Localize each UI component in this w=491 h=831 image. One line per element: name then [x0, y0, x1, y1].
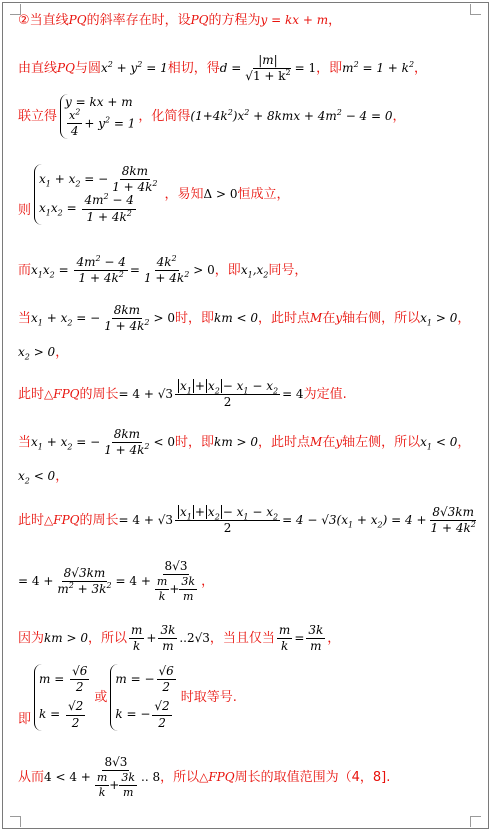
text: 即	[18, 711, 32, 727]
text: 当	[18, 435, 32, 451]
line-5: 而$x_1x_2$ = $\frac{4m^2 - 4}{1 + 4k^2}$ = $\frac{4k^2}{1 + 4k^2}$ > 0，即$x_1,x_2$同号，	[18, 254, 308, 286]
text: 时取等号.	[180, 689, 237, 705]
text: 因为	[18, 631, 45, 647]
math-d: d =	[219, 61, 242, 76]
line-2: 由直线PQ与圆$x^2 + y^2 = 1$相切，得d = $\frac{|m|}{√1 + k^2}$ = 1，即$m^2 = 1 + k^2$，	[18, 53, 428, 84]
line-13: 因为km > 0，所以 $\frac{m}{k}$ + $\frac{3k}{m}$ ..2√3，当且仅当 $\frac{m}{k}$ = $\frac{3k}{m}$ ，	[18, 623, 341, 654]
corner-mark	[10, 816, 21, 827]
text: ，所以	[160, 770, 200, 786]
fraction: $\frac{|m|}{√1 + k^2}$	[245, 53, 291, 84]
text: ，所以	[87, 631, 127, 647]
text: 时，即	[175, 435, 215, 451]
text: 由直线	[18, 61, 58, 77]
line-9: 当$x_1 + x_2$ = − $\frac{8km}{1 + 4k^2}$ < 0时，即km > 0，此时点M在y轴左侧，所以$x_1 < 0$，	[18, 427, 471, 458]
line-4: 则 $x_1 + x_2$ = − $\frac{8km}{1 + 4k^2}$ $x_1x_2$ = $\frac{4m^2 - 4}{1 + 4k^2}$ ，易知Δ > 0恒成立，	[18, 164, 290, 224]
text: ②当直线	[18, 13, 69, 28]
line-10: $x_2 < 0$，	[18, 469, 69, 486]
text: 轴右侧，所以	[342, 311, 421, 327]
text: 从而	[18, 770, 45, 786]
line-8: 此时△FPQ的周长= 4 + √3 $\frac{x_1 + x_2 - x_1 - x_2}{2}$ = 4为定值.	[18, 379, 347, 410]
text: 的方程为	[208, 13, 261, 28]
text: 轴左侧，所以	[342, 435, 421, 451]
text: 联立得	[18, 109, 58, 125]
text: 与圆	[74, 61, 101, 77]
text: 的周长	[79, 513, 119, 529]
text: ，此时点	[258, 311, 311, 327]
text: 在	[322, 311, 336, 327]
case-1: m = $\frac{√6}{2}$ k = $\frac{√2}{2}$	[34, 664, 91, 731]
text: 的斜率存在时，设	[86, 13, 191, 28]
math: PQ	[57, 61, 75, 76]
text: 为定值.	[303, 387, 347, 403]
math: PQ	[68, 13, 87, 27]
line-3: 联立得 y = kx + m $\frac{x^2}{4}$ + $y^2 = 1$ ，化简得$(1+4k^2)x^2 + 8kmx + 4m^2 - 4 = 0$，	[18, 95, 406, 139]
math: y = kx + m	[260, 13, 329, 27]
text: 或	[94, 689, 108, 705]
text: 当	[18, 311, 32, 327]
line-12: = 4 + $\frac{8√3km}{m^2 + 3k^2}$ = 4 + 8√3 $\frac{m}{k}$ + $\frac{3k}{m}$ ，	[18, 559, 215, 604]
math-quadratic: $(1+4k^2)x^2 + 8kmx + 4m^2 - 4 = 0$	[190, 108, 393, 124]
line-7: $x_2 > 0$，	[18, 345, 69, 362]
text: ，即	[316, 61, 343, 77]
text: ，当且仅当	[209, 631, 275, 647]
text: 时，即	[175, 311, 215, 327]
text: 的周长	[79, 387, 119, 403]
text: 恒成立，	[237, 186, 290, 202]
text: ，易知	[164, 186, 204, 202]
line-14	[18, 664, 237, 731]
math-circle: $x^2 + y^2 = 1$	[100, 60, 168, 76]
math-m2: $m^2 = 1 + k^2$	[342, 60, 415, 76]
line-6: 当$x_1 + x_2$ = − $\frac{8km}{1 + 4k^2}$ > 0时，即km < 0，此时点M在y轴右侧，所以$x_1 > 0$，	[18, 303, 471, 334]
corner-mark	[470, 816, 481, 827]
text: 在	[322, 435, 336, 451]
line-15: 从而4 < 4 + 8√3 $\frac{m}{k}$ + $\frac{3k}{m}$ .. 8，所以△FPQ周长的取值范围为（4，8].	[18, 755, 391, 800]
corner-mark	[470, 4, 481, 15]
text: 则	[18, 202, 32, 218]
text: ，即	[214, 263, 241, 279]
text: ，此时点	[258, 435, 311, 451]
line-11: 此时△FPQ的周长= 4 + √3 $\frac{x_1 + x_2 - x_1 - x_2}{2}$ = $4 - √3(x_1 + x_2) = 4$ + $\frac{8√3km}{1 + 4k^2}$	[18, 505, 476, 536]
text: 同号，	[268, 263, 308, 279]
text: 此时	[18, 513, 45, 529]
equation-system: y = kx + m $\frac{x^2}{4}$ + $y^2 = 1$	[60, 94, 135, 139]
case-2: m = − $\frac{√6}{2}$ k = − $\frac{√2}{2}$	[110, 664, 177, 731]
math: PQ	[190, 13, 209, 27]
text: 相切，得	[167, 61, 220, 77]
text: 此时	[18, 387, 45, 403]
line-1: ②当直线PQ的斜率存在时，设PQ的方程为y = kx + m，	[18, 13, 342, 28]
text: 而	[18, 263, 32, 279]
text: ，化简得	[138, 109, 191, 125]
text: 周长的取值范围为（4，8].	[234, 770, 391, 786]
vieta-system: $x_1 + x_2$ = − $\frac{8km}{1 + 4k^2}$ $x_1x_2$ = $\frac{4m^2 - 4}{1 + 4k^2}$	[34, 164, 162, 225]
